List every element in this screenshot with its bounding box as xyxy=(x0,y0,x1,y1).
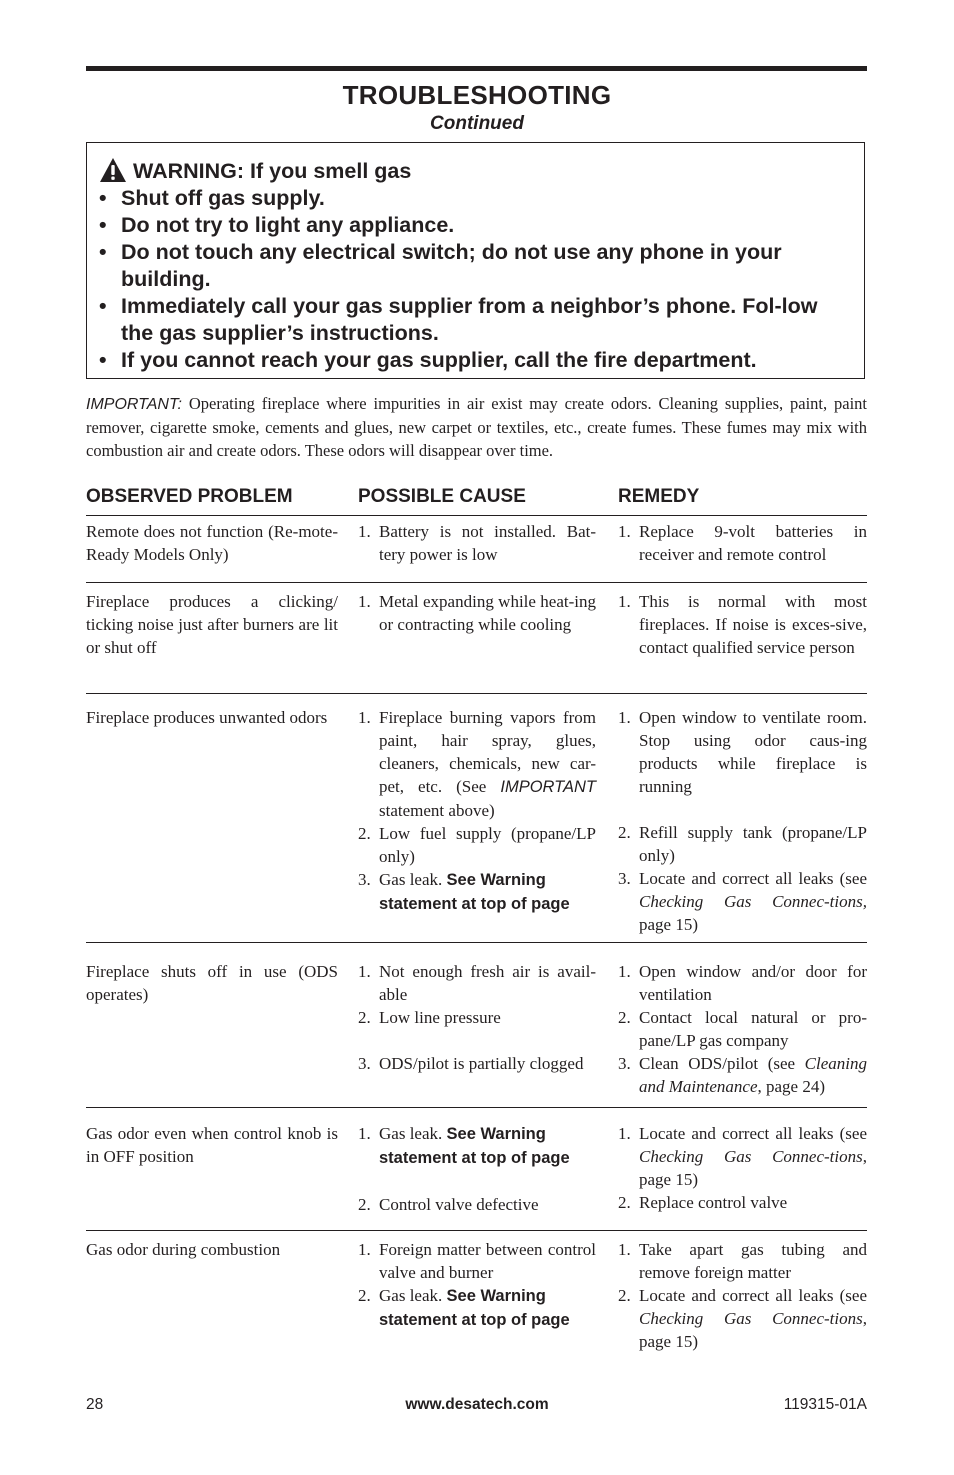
item-text: Replace control valve xyxy=(639,1193,788,1212)
row-divider xyxy=(86,582,867,583)
item-text-tail: , page 15) xyxy=(639,1309,867,1351)
item-text: ODS/pilot is partially clogged xyxy=(379,1054,584,1073)
item-text: Take apart gas tubing and remove foreign matter xyxy=(639,1240,867,1282)
item-text: Contact local natural or pro-pane/LP gas company xyxy=(639,1008,867,1050)
remedy-cell xyxy=(618,960,867,1098)
item-number: 1. xyxy=(618,962,631,981)
item-bold-ref: See Warning statement at top of page xyxy=(379,1287,570,1329)
cause-item xyxy=(358,706,596,822)
warning-item: • Immediately call your gas supplier from a neighbor’s phone. Fol-low the gas supplier’s instructions. xyxy=(99,293,854,347)
remedy-item xyxy=(618,867,867,936)
remedy-item xyxy=(618,1191,867,1214)
warning-item: • Do not try to light any appliance. xyxy=(99,212,854,239)
remedy-cell xyxy=(618,520,867,566)
item-number: 1. xyxy=(358,592,371,611)
remedy-item xyxy=(618,706,867,798)
top-rule xyxy=(86,66,867,71)
remedy-cell xyxy=(618,590,867,659)
remedy-item xyxy=(618,520,867,566)
remedy-cell xyxy=(618,1122,867,1214)
item-text: Gas leak. xyxy=(379,870,443,889)
remedy-item xyxy=(618,1006,867,1052)
cause-item xyxy=(358,1284,596,1332)
item-text: Replace 9-volt batteries in receiver and remote control xyxy=(639,522,867,564)
item-italic-ref: Checking Gas Connec-tions, xyxy=(639,892,867,911)
page-number: 28 xyxy=(86,1396,104,1413)
item-number: 2. xyxy=(618,823,631,842)
remedy-item xyxy=(618,590,867,659)
item-text: Locate and correct all leaks (see xyxy=(639,1124,867,1143)
item-text: Open window to ventilate room. Stop using odor caus-ing products while fireplace is running xyxy=(639,708,867,796)
row-divider xyxy=(86,1230,867,1231)
item-number: 1. xyxy=(358,522,371,541)
item-text: Not enough fresh air is avail-able xyxy=(379,962,596,1004)
item-number: 3. xyxy=(358,870,371,889)
important-label: IMPORTANT: xyxy=(86,396,182,413)
item-italic-ref: IMPORTANT xyxy=(500,778,597,796)
warning-box xyxy=(86,142,865,379)
header-remedy: REMEDY xyxy=(618,486,700,507)
cause-item xyxy=(358,822,596,868)
item-text: Foreign matter between control valve and burner xyxy=(379,1240,596,1282)
cause-item xyxy=(358,868,596,916)
header-possible-cause: POSSIBLE CAUSE xyxy=(358,486,526,507)
cause-cell xyxy=(358,1238,596,1332)
remedy-item xyxy=(618,1052,867,1098)
item-number: 1. xyxy=(358,1240,371,1259)
cause-item xyxy=(358,590,596,636)
item-text-tail: statement above) xyxy=(379,801,495,820)
item-italic-ref: Checking Gas Connec-tions xyxy=(639,1147,863,1166)
item-number: 1. xyxy=(358,708,371,727)
item-text: Refill supply tank (propane/LP only) xyxy=(639,823,867,865)
cause-item xyxy=(358,1238,596,1284)
item-text: Locate and correct all leaks (see xyxy=(639,869,867,888)
remedy-item xyxy=(618,960,867,1006)
cause-cell xyxy=(358,960,596,1075)
item-italic-ref: Checking Gas Connec-tions xyxy=(639,1309,863,1328)
cause-item xyxy=(358,960,596,1006)
cause-cell xyxy=(358,520,596,566)
problem-cell: Gas odor even when control knob is in OFF position xyxy=(86,1124,338,1166)
cause-item xyxy=(358,1052,596,1075)
item-italic-ref: Cleaning and Maintenance xyxy=(639,1054,867,1096)
row-divider xyxy=(86,942,867,943)
problem-cell: Fireplace produces a clicking/ ticking noise just after burners are lit or shut off xyxy=(86,592,338,657)
remedy-item xyxy=(618,1122,867,1191)
cause-cell xyxy=(358,590,596,636)
item-bold-ref: See Warning statement at top of page xyxy=(379,1125,570,1167)
item-text: Gas leak. xyxy=(379,1286,443,1305)
website-link[interactable]: www.desatech.com xyxy=(405,1396,549,1413)
header-rule xyxy=(86,515,867,516)
item-number: 2. xyxy=(618,1008,631,1027)
item-text: Gas leak. xyxy=(379,1124,443,1143)
important-text: Operating fireplace where impurities in air exist may create odors. Cleaning supplies, paint, paint remover, cigarette smoke, cements and glues, new carpet or textiles, etc., create fumes. These fumes may mix with combustion air and create odors. These odors will disappear over time. xyxy=(86,394,867,460)
row-divider xyxy=(86,693,867,694)
warning-item: • Shut off gas supply. xyxy=(99,185,854,212)
page-subtitle: Continued xyxy=(430,113,524,134)
item-bold-ref: See Warning statement at top of page xyxy=(379,871,570,913)
problem-cell: Remote does not function (Re-mote-Ready Models Only) xyxy=(86,522,338,564)
warning-list xyxy=(99,185,854,374)
document-code: 119315-01A xyxy=(783,1396,867,1413)
remedy-item xyxy=(618,1284,867,1353)
remedy-item xyxy=(618,1238,867,1284)
item-number: 2. xyxy=(358,824,371,843)
warning-heading: WARNING: If you smell gas xyxy=(133,159,412,183)
item-text: Fireplace burning vapors from paint, hair spray, glues, cleaners, chemicals, new car-pet, etc. (See xyxy=(379,708,596,796)
remedy-cell xyxy=(618,706,867,936)
item-text: Open window and/or door for ventilation xyxy=(639,962,867,1004)
warning-triangle-icon xyxy=(99,157,127,183)
warning-heading-row xyxy=(99,158,854,185)
item-number: 1. xyxy=(618,1240,631,1259)
problem-cell: Gas odor during combustion xyxy=(86,1240,281,1259)
item-text-tail: page 15) xyxy=(639,915,699,934)
item-text: Metal expanding while heat-ing or contracting while cooling xyxy=(379,592,596,634)
cause-item xyxy=(358,1006,596,1029)
remedy-cell xyxy=(618,1238,867,1353)
row-divider xyxy=(86,1107,867,1108)
problem-cell: Fireplace produces unwanted odors xyxy=(86,708,328,727)
cause-item xyxy=(358,1122,596,1170)
item-text: Low fuel supply (propane/LP only) xyxy=(379,824,596,866)
item-text: Low line pressure xyxy=(379,1008,501,1027)
item-number: 2. xyxy=(358,1286,371,1305)
item-number: 2. xyxy=(618,1193,631,1212)
cause-cell xyxy=(358,1122,596,1216)
item-text: Control valve defective xyxy=(379,1195,539,1214)
item-number: 2. xyxy=(358,1195,371,1214)
warning-item: • If you cannot reach your gas supplier, call the fire department. xyxy=(99,347,854,374)
header-observed-problem: OBSERVED PROBLEM xyxy=(86,486,293,507)
item-number: 1. xyxy=(618,1124,631,1143)
item-number: 1. xyxy=(618,592,631,611)
cause-cell xyxy=(358,706,596,916)
page-title: TROUBLESHOOTING xyxy=(342,80,612,110)
item-number: 1. xyxy=(358,1124,371,1143)
item-text: Battery is not installed. Bat-tery power is low xyxy=(379,522,596,564)
item-text: This is normal with most fireplaces. If noise is exces-sive, contact qualified service person xyxy=(639,592,867,657)
item-number: 1. xyxy=(358,962,371,981)
item-number: 2. xyxy=(618,1286,631,1305)
remedy-item xyxy=(618,821,867,867)
cause-item xyxy=(358,1193,596,1216)
item-text: Clean ODS/pilot (see xyxy=(639,1054,796,1073)
warning-item: • Do not touch any electrical switch; do not use any phone in your building. xyxy=(99,239,854,293)
item-number: 1. xyxy=(618,708,631,727)
item-text-tail: , page 24) xyxy=(757,1077,826,1096)
item-number: 3. xyxy=(618,869,631,888)
item-number: 3. xyxy=(358,1054,371,1073)
important-paragraph xyxy=(86,392,867,462)
item-text: Locate and correct all leaks (see xyxy=(639,1286,867,1305)
cause-item xyxy=(358,520,596,566)
item-number: 1. xyxy=(618,522,631,541)
item-text-tail: , page 15) xyxy=(639,1147,867,1189)
item-number: 3. xyxy=(618,1054,631,1073)
item-number: 2. xyxy=(358,1008,371,1027)
problem-cell: Fireplace shuts off in use (ODS operates) xyxy=(86,962,338,1004)
